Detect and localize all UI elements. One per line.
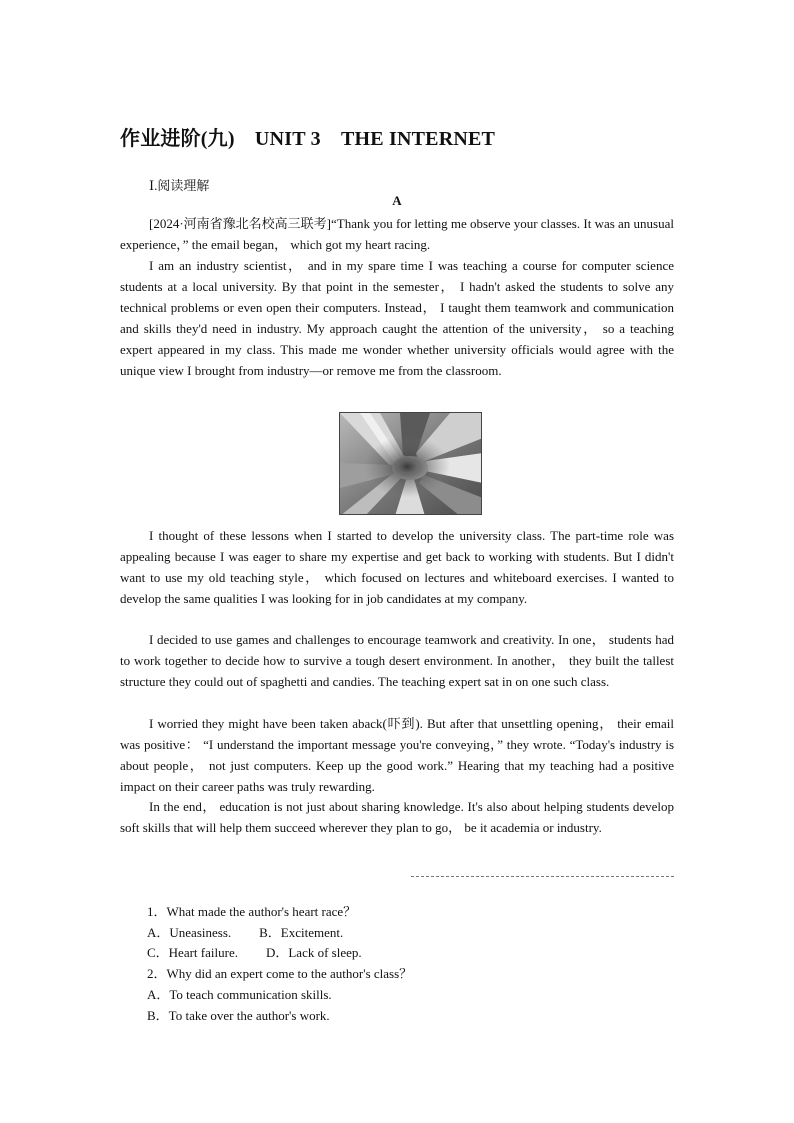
question-1-option-a[interactable]: A．Uneasiness. <box>147 925 232 940</box>
question-1-options-row-2 <box>147 942 362 963</box>
section-heading: Ⅰ.阅读理解 <box>149 178 210 193</box>
passage-paragraph-2: I am an industry scientist， and in my spare time I was teaching a course for computer science students at a local university. By that point in the semester， I hadn't asked the students to solve any technical problems or even open their computers. Instead， I taught them teamwork and communication and skills they'd need in industry. My approach caught the attention of the university， so a teaching expert appeared in my class. This made me wonder whether university officials would agree with the unique view I brought from industry—or remove me from the classroom. <box>120 258 674 378</box>
passage-paragraph-3: I thought of these lessons when I started to develop the university class. The part-time role was appealing because I was eager to share my expertise and get back to working with students. But I didn't want to use my old teaching style， which focused on lectures and whiteboard exercises. I wanted to develop the same qualities I was looking for in job candidates at my company. <box>120 528 674 606</box>
passage-paragraph-5: I worried they might have been taken aback(吓到). But after that unsettling opening， their email was positive： “I understand the important message you're conveying，” they wrote. “Today's industry is about people， not just computers. Keep up the good work.” Hearing that my teaching had a positive impact on their career paths was truly rewarding. <box>120 716 674 794</box>
page-title: 作业进阶(九) UNIT 3 THE INTERNET <box>120 128 496 150</box>
passage-label: A <box>392 193 402 208</box>
passage-paragraph-4: I decided to use games and challenges to encourage teamwork and creativity. In one， students had to work together to decide how to survive a tough desert environment. In another， they built the tallest structure they could out of spaghetti and candies. The teaching expert sat in on one such class. <box>120 632 674 689</box>
question-1-option-b[interactable]: B．Excitement. <box>259 925 344 940</box>
hands-stacked-teamwork-photo <box>339 412 482 515</box>
question-1-option-c[interactable]: C．Heart failure. <box>147 945 238 960</box>
question-2-stem: 2．Why did an expert come to the author's class？ <box>147 966 413 981</box>
passage-paragraph-1: [2024·河南省豫北名校高三联考]“Thank you for letting me observe your classes. It was an unusual experience，” the email began， which got my heart racing. <box>120 216 674 252</box>
question-1-options-row-1 <box>147 922 343 943</box>
question-2-option-b[interactable]: B．To take over the author's work. <box>147 1008 330 1023</box>
section-divider <box>411 876 674 877</box>
question-1-option-d[interactable]: D．Lack of sleep. <box>265 945 362 960</box>
question-2-option-a[interactable]: A．To teach communication skills. <box>147 987 332 1002</box>
passage-paragraph-6: In the end， education is not just about sharing knowledge. It's also about helping students develop soft skills that will help them succeed wherever they plan to go， be it academia or industry. <box>120 799 674 835</box>
question-1-stem: 1．What made the author's heart race？ <box>147 904 357 919</box>
